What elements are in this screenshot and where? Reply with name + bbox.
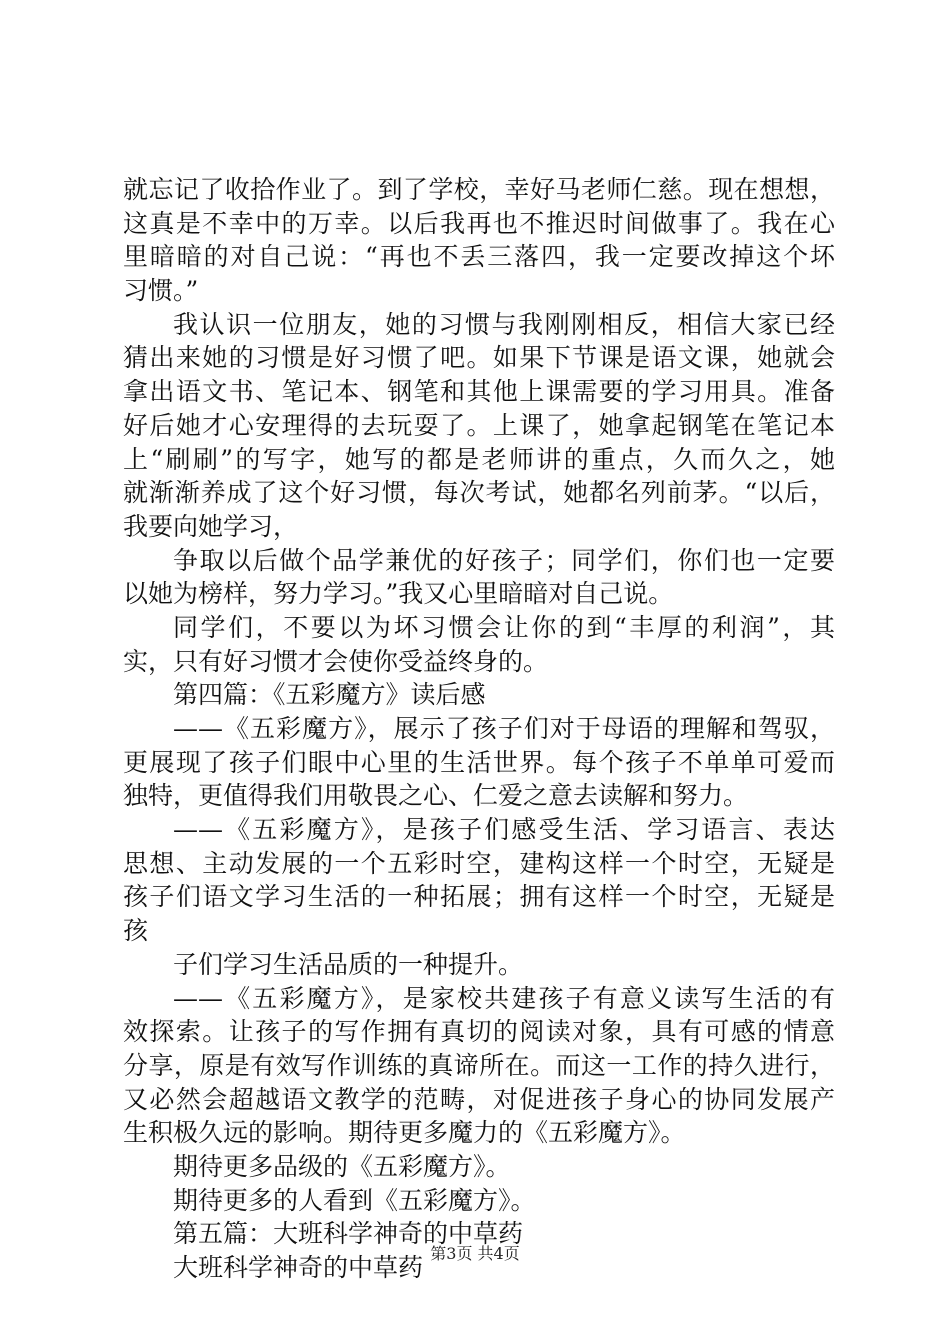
text-line: 大班科学神奇的中草药 <box>173 1253 424 1282</box>
text-line: 上“刷刷”的写字，她写的都是老师讲的重点，久而久之，她 <box>123 444 835 474</box>
text-line: 争取以后做个品学兼优的好孩子；同学们，你们也一定要 <box>173 545 835 575</box>
text-line: 子们学习生活品质的一种提升。 <box>173 949 524 979</box>
text-line: 效探索。让孩子的写作拥有真切的阅读对象，具有可感的情意 <box>123 1017 835 1047</box>
text-line: 期待更多的人看到《五彩魔方》。 <box>173 1185 536 1215</box>
text-line: 好后她才心安理得的去玩耍了。上课了，她拿起钢笔在笔记本 <box>123 410 835 440</box>
document-body <box>123 173 835 1285</box>
text-line: 独特，更值得我们用敬畏之心、仁爱之意去读解和努力。 <box>123 781 749 811</box>
text-line: 期待更多品级的《五彩魔方》。 <box>173 1151 511 1181</box>
text-line: ——《五彩魔方》，是家校共建孩子有意义读写生活的有 <box>173 983 835 1013</box>
text-line: 实，只有好习惯才会使你受益终身的。 <box>123 646 549 676</box>
text-line: 我认识一位朋友，她的习惯与我刚刚相反，相信大家已经 <box>173 309 835 339</box>
text-line: 同学们，不要以为坏习惯会让你的到“丰厚的利润”，其 <box>173 612 835 642</box>
text-line: ——《五彩魔方》，展示了孩子们对于母语的理解和驾驭， <box>173 714 835 743</box>
page-footer: 第3页 共4页 <box>430 1244 520 1263</box>
text-line: 就渐渐养成了这个好习惯，每次考试，她都名列前茅。“以后， <box>123 478 835 508</box>
text-line: 孩 <box>123 916 149 946</box>
text-line: 又必然会超越语文教学的范畴，对促进孩子身心的协同发展产 <box>123 1084 835 1114</box>
text-line: 孩子们语文学习生活的一种拓展；拥有这样一个时空，无疑是 <box>123 882 835 912</box>
text-line: 习惯。” <box>123 276 199 306</box>
text-line: ——《五彩魔方》，是孩子们感受生活、学习语言、表达 <box>173 815 835 845</box>
text-line: 拿出语文书、笔记本、钢笔和其他上课需要的学习用具。准备 <box>123 377 835 407</box>
text-line: 思想、主动发展的一个五彩时空，建构这样一个时空，无疑是 <box>123 848 835 878</box>
text-line: 分享，原是有效写作训练的真谛所在。而这一工作的持久进行， <box>123 1050 835 1080</box>
text-line: 我要向她学习， <box>123 511 299 541</box>
text-line: 生积极久远的影响。期待更多魔力的《五彩魔方》。 <box>123 1118 686 1148</box>
text-line: 就忘记了收拾作业了。到了学校，幸好马老师仁慈。现在想想， <box>123 175 835 204</box>
text-line: 第五篇：大班科学神奇的中草药 <box>173 1219 524 1249</box>
text-line: 第四篇：《五彩魔方》读后感 <box>173 680 486 710</box>
text-line: 里暗暗的对自己说：“再也不丢三落四，我一定要改掉这个坏 <box>123 242 835 272</box>
text-line: 以她为榜样，努力学习。”我又心里暗暗对自己说。 <box>123 579 674 609</box>
text-line: 猜出来她的习惯是好习惯了吧。如果下节课是语文课，她就会 <box>123 343 835 373</box>
text-line: 更展现了孩子们眼中心里的生活世界。每个孩子不单单可爱而 <box>123 747 835 777</box>
text-line: 这真是不幸中的万幸。以后我再也不推迟时间做事了。我在心 <box>123 208 835 238</box>
